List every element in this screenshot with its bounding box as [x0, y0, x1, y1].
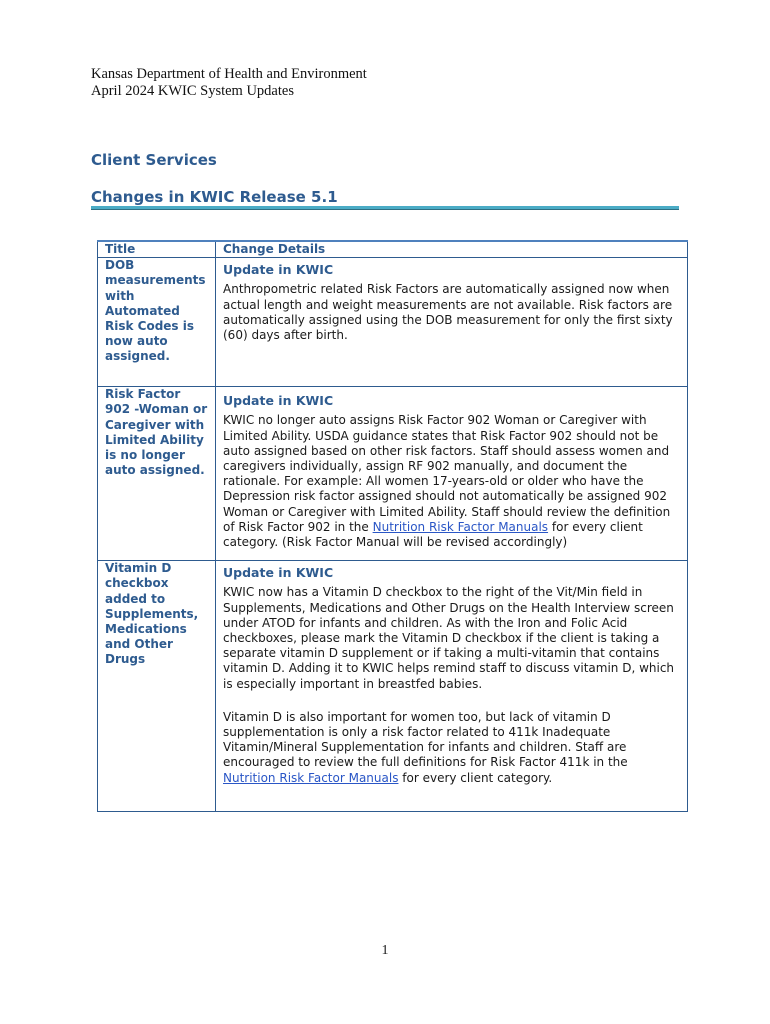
row-details	[216, 387, 688, 561]
section-heading: Client Services	[91, 151, 217, 169]
row-details	[216, 258, 688, 387]
details-text: Anthropometric related Risk Factors are automatically assigned now when actual length and weight measurements are not available. Risk factors are automatically assigned using the DOB measurement for only the first sixty (60) days after birth.	[223, 282, 673, 343]
header-line-title: April 2024 KWIC System Updates	[91, 83, 294, 99]
update-heading: Update in KWIC	[223, 565, 334, 581]
details-text-continued: for every client category. (Risk Factor Manual will be revised accordingly)	[223, 519, 643, 550]
details-text: KWIC now has a Vitamin D checkbox to the right of the Vit/Min field in Supplements, Medications and Other Drugs on the Health Interview screen under ATOD for infants and children. As with the Iron and Folic Acid checkboxes, please mark the Vitamin D checkbox if the client is taking a separate vitamin D supplement or if taking a multi-vitamin that contains vitamin D. Adding it to KWIC helps remind staff to discuss vitamin D, which is especially important in breastfed babies.	[223, 585, 675, 691]
table-row	[98, 561, 688, 812]
update-heading: Update in KWIC	[223, 262, 334, 278]
table-row	[98, 387, 688, 561]
header-line-organization: Kansas Department of Health and Environment	[91, 66, 367, 82]
table-row	[98, 258, 688, 387]
page-header	[91, 66, 367, 100]
nutrition-risk-factor-manuals-link[interactable]: Nutrition Risk Factor Manuals	[223, 770, 399, 785]
heading-rule	[91, 206, 679, 210]
row-title: Risk Factor 902 -Woman or Caregiver with Limited Ability is no longer auto assigned.	[98, 387, 216, 561]
column-header-change-details: Change Details	[216, 241, 688, 258]
changes-table	[97, 240, 688, 812]
details-text-2-continued: for every client category.	[398, 770, 553, 785]
subsection-heading: Changes in KWIC Release 5.1	[91, 188, 338, 206]
details-text-2: Vitamin D is also important for women too, but lack of vitamin D supplementation is only a risk factor related to 411k Inadequate Vitamin/Mineral Supplementation for infants and children. Staff are encouraged to review the full definitions for Risk Factor 411k in the	[223, 709, 628, 770]
page-number: 1	[381, 943, 389, 958]
row-title: DOB measurements with Automated Risk Codes is now auto assigned.	[98, 258, 216, 387]
details-paragraph-2	[223, 710, 681, 786]
row-details	[216, 561, 688, 812]
column-header-title: Title	[98, 241, 216, 258]
row-title: Vitamin D checkbox added to Supplements, Medications and Other Drugs	[98, 561, 216, 812]
update-heading: Update in KWIC	[223, 393, 334, 409]
nutrition-risk-factor-manuals-link[interactable]: Nutrition Risk Factor Manuals	[372, 519, 549, 534]
table-header-row	[98, 241, 688, 258]
details-text: KWIC no longer auto assigns Risk Factor 902 Woman or Caregiver with Limited Ability. USDA guidance states that Risk Factor 902 should not be auto assigned based on other risk factors. Staff should assess women and caregivers individually, assign RF 902 manually, and document the rationale. For example: All women 17-years-old or older who have the Depression risk factor assigned should not automatically be assigned 902 Woman or Caregiver with Limited Ability. Staff should review the definition of Risk Factor 902 in the	[223, 413, 671, 534]
